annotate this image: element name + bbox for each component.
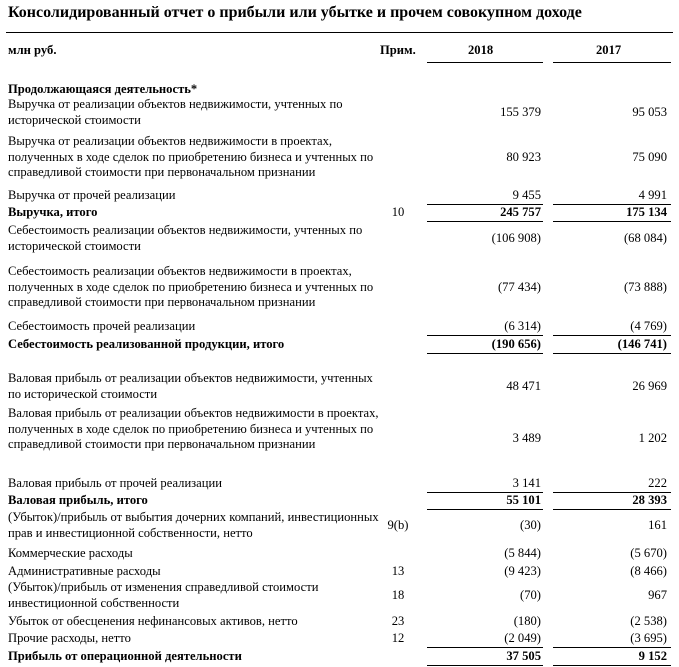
page-title: Консолидированный отчет о прибыли или убытке и прочем совокупном доходе bbox=[8, 4, 582, 21]
row-label: (Убыток)/прибыль от выбытия дочерних компаний, инвестиционных прав и инвестиционной собственности, нетто bbox=[8, 510, 379, 540]
subtotal-rule bbox=[427, 335, 543, 336]
row-value-2017: (4 769) bbox=[630, 319, 667, 333]
total-rule bbox=[427, 353, 543, 354]
section-heading: Продолжающаяся деятельность* bbox=[8, 82, 198, 96]
row-label: Себестоимость прочей реализации bbox=[8, 319, 196, 333]
units-header: млн руб. bbox=[8, 43, 57, 57]
row-value-2017: 75 090 bbox=[632, 150, 667, 164]
subtotal-rule bbox=[427, 647, 543, 648]
row-value-2018: (6 314) bbox=[504, 319, 541, 333]
row-value-2018: (30) bbox=[520, 518, 541, 532]
row-note: 13 bbox=[391, 564, 405, 578]
row-label: Выручка, итого bbox=[8, 205, 98, 219]
row-value-2018: 3 141 bbox=[512, 476, 541, 490]
row-value-2018: 9 455 bbox=[512, 188, 541, 202]
row-value-2017: 161 bbox=[648, 518, 667, 532]
row-label: Себестоимость реализованной продукции, итого bbox=[8, 337, 285, 351]
year-2018-header: 2018 bbox=[468, 43, 494, 57]
row-label: Себестоимость реализации объектов недвижимости, учтенных по исторической стоимости bbox=[8, 223, 363, 253]
row-value-2017: 9 152 bbox=[638, 649, 667, 663]
row-value-2017: 967 bbox=[648, 588, 667, 602]
row-value-2017: 26 969 bbox=[632, 379, 667, 393]
row-value-2018: (190 656) bbox=[491, 337, 541, 351]
row-value-2017: (2 538) bbox=[630, 614, 667, 628]
row-note: 12 bbox=[391, 631, 405, 645]
row-value-2017: 95 053 bbox=[632, 105, 667, 119]
row-note: 10 bbox=[391, 205, 405, 219]
row-value-2017: 4 991 bbox=[638, 188, 667, 202]
row-note: 23 bbox=[391, 614, 405, 628]
row-value-2018: 3 489 bbox=[512, 431, 541, 445]
row-value-2017: (8 466) bbox=[630, 564, 667, 578]
row-value-2017: (5 670) bbox=[630, 546, 667, 560]
row-value-2018: 37 505 bbox=[506, 649, 541, 663]
row-label: Валовая прибыль от прочей реализации bbox=[8, 476, 222, 490]
total-rule bbox=[553, 221, 671, 222]
total-rule bbox=[553, 665, 671, 666]
row-value-2018: 155 379 bbox=[500, 105, 541, 119]
row-label: Выручка от реализации объектов недвижимости, учтенных по исторической стоимости bbox=[8, 97, 343, 127]
row-label: Валовая прибыль от реализации объектов недвижимости в проектах, полученных в ходе сделок по приобретению бизнеса и учтенных по справедливой стоимости при первоначальном признании bbox=[8, 406, 379, 452]
row-value-2017: (68 084) bbox=[623, 231, 667, 245]
row-label: Прибыль от операционной деятельности bbox=[8, 649, 242, 663]
row-label: Себестоимость реализации объектов недвижимости в проектах, полученных в ходе сделок по приобретению бизнеса и учтенных по справедливой стоимости при первоначальном признании bbox=[8, 264, 374, 310]
total-rule bbox=[427, 665, 543, 666]
row-value-2017: 1 202 bbox=[638, 431, 667, 445]
row-value-2018: (77 434) bbox=[497, 280, 541, 294]
row-note: 9(b) bbox=[387, 518, 409, 532]
total-rule bbox=[553, 509, 671, 510]
total-rule bbox=[427, 509, 543, 510]
title-divider bbox=[6, 32, 673, 33]
row-label: Административные расходы bbox=[8, 564, 161, 578]
row-label: (Убыток)/прибыль от изменения справедливой стоимости инвестиционной собственности bbox=[8, 580, 319, 610]
year-2017-header: 2017 bbox=[596, 43, 622, 57]
row-label: Коммерческие расходы bbox=[8, 546, 133, 560]
row-value-2017: 175 134 bbox=[626, 205, 667, 219]
row-value-2017: 222 bbox=[648, 476, 667, 490]
row-label: Валовая прибыль, итого bbox=[8, 493, 148, 507]
header-rule-2017 bbox=[553, 62, 671, 63]
row-label: Прочие расходы, нетто bbox=[8, 631, 131, 645]
row-value-2018: 55 101 bbox=[506, 493, 541, 507]
row-value-2018: 245 757 bbox=[500, 205, 541, 219]
row-label: Выручка от прочей реализации bbox=[8, 188, 176, 202]
row-value-2017: 28 393 bbox=[632, 493, 667, 507]
row-value-2018: (180) bbox=[513, 614, 541, 628]
row-value-2017: (73 888) bbox=[623, 280, 667, 294]
row-value-2018: (5 844) bbox=[504, 546, 541, 560]
row-value-2018: (2 049) bbox=[504, 631, 541, 645]
subtotal-rule bbox=[553, 335, 671, 336]
row-value-2018: (9 423) bbox=[504, 564, 541, 578]
header-rule-2018 bbox=[427, 62, 543, 63]
row-value-2018: 48 471 bbox=[506, 379, 541, 393]
total-rule bbox=[427, 221, 543, 222]
note-header: Прим. bbox=[380, 43, 416, 57]
row-value-2017: (146 741) bbox=[617, 337, 667, 351]
row-value-2018: (106 908) bbox=[491, 231, 541, 245]
row-label: Убыток от обесценения нефинансовых активов, нетто bbox=[8, 614, 298, 628]
row-label: Выручка от реализации объектов недвижимости в проектах, полученных в ходе сделок по приобретению бизнеса и учтенных по справедливой стоимости при первоначальном признании bbox=[8, 134, 374, 180]
row-value-2018: 80 923 bbox=[506, 150, 541, 164]
row-label: Валовая прибыль от реализации объектов недвижимости, учтенных по исторической стоимости bbox=[8, 371, 373, 401]
row-note: 18 bbox=[391, 588, 405, 602]
subtotal-rule bbox=[553, 647, 671, 648]
row-value-2017: (3 695) bbox=[630, 631, 667, 645]
row-value-2018: (70) bbox=[520, 588, 541, 602]
total-rule bbox=[553, 353, 671, 354]
